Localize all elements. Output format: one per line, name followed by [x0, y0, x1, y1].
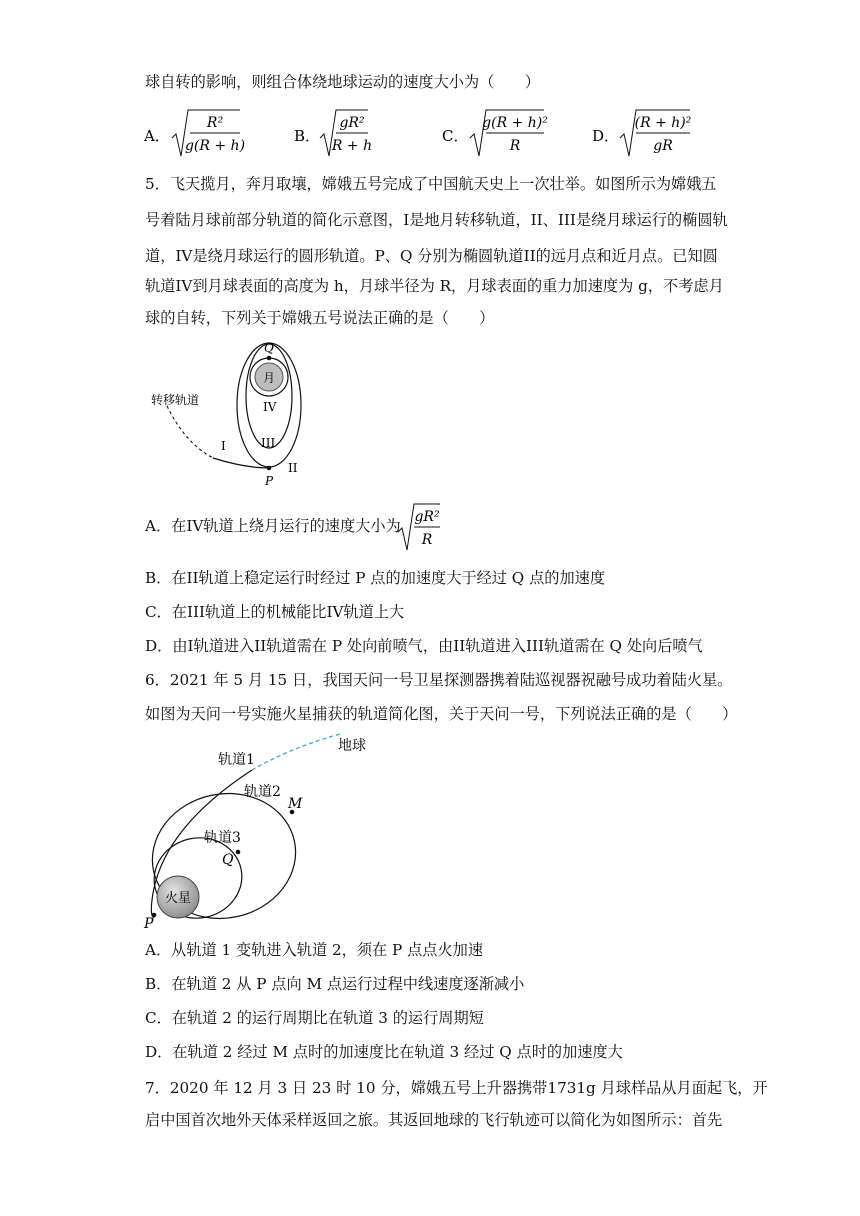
svg-text:gR²: gR² [414, 509, 440, 525]
svg-text:R: R [421, 532, 433, 548]
q5-line-1: 5．飞天揽月，奔月取壤，嫦娥五号完成了中国航天史上一次壮举。如图所示为嫦娥五 [145, 175, 717, 193]
q4-option-d [592, 110, 692, 156]
svg-text:A．: A． [144, 127, 170, 145]
q5-option-a-formula [396, 500, 446, 552]
orbit-i [213, 458, 269, 468]
orbit-iv-label: IV [263, 400, 277, 414]
orbit-2-label: 轨道2 [244, 784, 281, 800]
q4-option-b [294, 110, 372, 156]
q5-line-2: 号着陆月球前部分轨道的简化示意图，I是地月转移轨道，II、III是绕月球运行的椭圆轨 [145, 211, 728, 229]
svg-text:R: R [509, 138, 521, 154]
svg-text:gR²: gR² [339, 115, 365, 131]
q5-line-5: 球的自转，下列关于嫦娥五号说法正确的是（ ） [145, 309, 495, 327]
orbit-1-label: 轨道1 [218, 752, 255, 768]
q5-orbit-diagram [145, 338, 315, 488]
q6-option-c: C．在轨道 2 的运行周期比在轨道 3 的运行周期短 [145, 1009, 484, 1027]
moon-label: 月 [262, 371, 276, 385]
p-label: P [265, 474, 274, 488]
mars-label: 火星 [164, 891, 192, 906]
svg-text:C．: C． [442, 127, 469, 145]
q4-options [140, 104, 720, 160]
svg-text:R²: R² [206, 115, 224, 131]
svg-text:gR: gR [653, 138, 673, 154]
q6-option-b: B．在轨道 2 从 P 点向 M 点运行过程中线速度逐渐减小 [145, 975, 525, 993]
svg-text:D．: D． [592, 127, 620, 145]
point-q [267, 356, 272, 361]
q7-line-2: 启中国首次地外天体采样返回之旅。其返回地球的飞行轨迹可以简化为如图所示：首先 [145, 1111, 723, 1129]
transfer-orbit-dashed [167, 406, 213, 458]
p-label: P [144, 916, 154, 930]
point-q [236, 850, 241, 855]
q5-line-3: 道，IV是绕月球运行的圆形轨道。P、Q 分别为椭圆轨道II的远月点和近月点。已知圆 [145, 247, 718, 265]
q5-option-d: D．由I轨道进入II轨道需在 P 处向前喷气，由II轨道进入III轨道需在 Q 处向后喷气 [145, 637, 703, 655]
q-label: Q [222, 852, 234, 868]
orbit-ii-label: II [288, 461, 298, 475]
svg-text:(R + h)²: (R + h)² [634, 115, 692, 131]
q4-option-a [143, 110, 245, 156]
q-label: Q [264, 341, 274, 355]
earth-path-dashed [252, 734, 340, 770]
q6-option-a: A．从轨道 1 变轨进入轨道 2，须在 P 点点火加速 [145, 941, 484, 959]
transfer-label: 转移轨道 [151, 393, 200, 407]
m-label: M [288, 796, 303, 812]
q5-option-a-text: A．在IV轨道上绕月运行的速度大小为 [145, 517, 401, 535]
orbit-3-label: 轨道3 [204, 830, 241, 846]
q6-option-d: D．在轨道 2 经过 M 点时的加速度比在轨道 3 经过 Q 点时的加速度大 [145, 1043, 623, 1061]
svg-text:g(R + h)²: g(R + h)² [482, 115, 548, 131]
q6-orbit-diagram [140, 730, 380, 930]
q6-line-1: 6．2021 年 5 月 15 日，我国天问一号卫星探测器携着陆巡视器祝融号成功着陆火星。 [145, 671, 733, 689]
q5-option-c: C．在III轨道上的机械能比IV轨道上大 [145, 603, 405, 621]
svg-text:g(R + h): g(R + h) [184, 138, 246, 154]
svg-text:R + h: R + h [331, 138, 373, 154]
orbit-iii-label: III [261, 436, 276, 450]
point-p [267, 466, 272, 471]
q5-line-4: 轨道IV到月球表面的高度为 h，月球半径为 R，月球表面的重力加速度为 g，不考虑月 [145, 277, 724, 295]
q6-line-2: 如图为天问一号实施火星捕获的轨道简化图，关于天问一号，下列说法正确的是（ ） [145, 705, 738, 723]
q5-option-b: B．在II轨道上稳定运行时经过 P 点的加速度大于经过 Q 点的加速度 [145, 569, 606, 587]
orbit-i-label: I [221, 439, 226, 453]
earth-label: 地球 [338, 738, 366, 754]
svg-text:B．: B． [294, 127, 321, 145]
q4-option-c [442, 110, 548, 156]
q7-line-1: 7．2020 年 12 月 3 日 23 时 10 分，嫦娥五号上升器携带1731g 月球样品从月面起飞，开 [145, 1079, 768, 1097]
q4-stem-end: 球自转的影响，则组合体绕地球运动的速度大小为（ ） [145, 73, 540, 91]
